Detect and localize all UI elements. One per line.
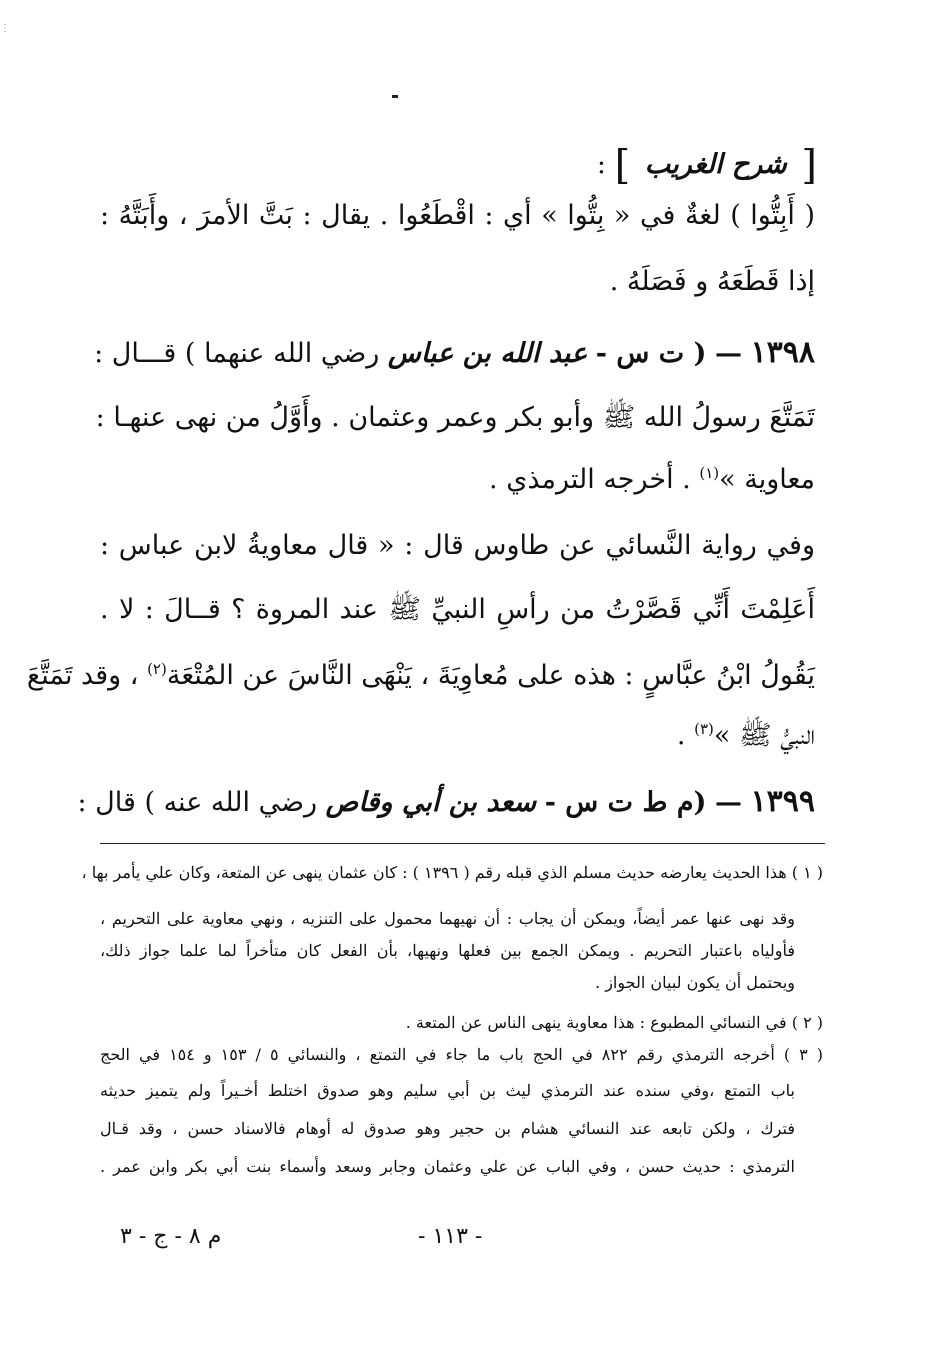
- nasai-line-3: [26, 656, 815, 696]
- gharib-line-1: ( أَبِتُّوا ) لغةٌ في « بِتُّوا » أي : اقْطَعُوا . يقال : بَتَّ الأمرَ ، وأَبَتَّهُ :: [100, 200, 815, 231]
- nasai-line-4-text: النبيُّ ﷺ »: [713, 720, 815, 751]
- hadith-narrator-tail: رضي الله عنهما ) قـــال :: [94, 338, 380, 369]
- footnote-ref-2: (٢): [147, 660, 167, 678]
- hadith-number: ١٣٩٨: [750, 335, 815, 370]
- hadith-narrator: عبد الله بن عباس: [387, 338, 588, 369]
- hadith-narrator: سعد بن أبي وقاص: [325, 787, 537, 818]
- footnote-3-line-4: الترمذي : حديث حسن ، وفي الباب عن علي وعثمان وجابر وسعد وأسماء بنت أبي بكر وابن عمر .: [100, 1157, 796, 1176]
- hadith-sources: ( ت س -: [595, 338, 707, 369]
- footnote-1-line-4: ويحتمل أن يكون لبيان الجواز .: [595, 973, 795, 992]
- heading-close-bracket: ]: [614, 142, 631, 189]
- page-number: - ١١٣ -: [418, 1224, 483, 1249]
- hadith-dash: —: [714, 787, 742, 818]
- footnote-2-line-1: ( ٢ ) في النسائي المطبوع : هذا معاوية ينهى الناس عن المتعة .: [405, 1013, 823, 1032]
- hadith-dash: —: [714, 338, 742, 369]
- footnote-1-line-2: وقد نهى عنها عمر أيضاً، ويمكن أن يجاب : أن نهيهما محمول على التنزيه ، ونهي معاوية على التحريم ،: [100, 909, 795, 928]
- heading-title: شرح الغريب: [644, 149, 787, 180]
- hadith-sources: (م ط ت س -: [544, 787, 707, 818]
- hadith-number: ١٣٩٩: [750, 784, 815, 819]
- nasai-line-4: [100, 716, 815, 756]
- footnote-3-line-2: باب التمتع ،وفي سنده عند الترمذي ليث بن أبي سليم وهو صدوق اختلط أخـيراً ولم يتميز حديثه: [100, 1081, 795, 1100]
- footnote-ref-1: (١): [699, 464, 720, 482]
- gharib-line-2: إذا قَطَعَهُ و فَصَلَهُ .: [609, 266, 815, 297]
- footnote-separator: [100, 843, 825, 844]
- hadith-1398-line-3-text: معاوية »: [719, 464, 815, 495]
- ink-mark: [392, 95, 398, 98]
- heading-colon: :: [596, 149, 606, 180]
- signature-mark: م ٨ - ج - ٣: [120, 1224, 222, 1249]
- footnote-1-line-1: ( ١ ) هذا الحديث يعارضه حديث مسلم الذي قبله رقم ( ١٣٩٦ ) : كان عثمان ينهى عن المتعة، وكان علي يأمر بها ،: [81, 863, 823, 882]
- scan-speck: ⋮: [0, 23, 10, 34]
- footnote-1-line-3: فأولياه باعتبار التحريم . ويمكن الجمع بين فعلها ونهيها، بأن الفعل كان متأخراً لما علما جواز ذلك،: [100, 941, 795, 960]
- hadith-1399-header: [77, 782, 815, 823]
- hadith-1398-header: [94, 333, 815, 374]
- heading-open-bracket: [: [801, 142, 817, 189]
- hadith-1398-line-3: [100, 460, 815, 500]
- nasai-line-4-after: .: [676, 720, 686, 751]
- hadith-1398-line-2: تَمَتَّعَ رسولُ الله ﷺ وأبو بكر وعمر وعثمان . وأَوَّلُ من نهى عنهـا :: [95, 402, 815, 433]
- footnote-3-line-1: ( ٣ ) أخرجه الترمذي رقم ٨٢٢ في الحج باب ما جاء في التمتع ، والنسائي ٥ / ١٥٣ و ١٥٤ في الحج: [100, 1045, 824, 1064]
- footnote-3-line-3: فترك ، ولكن تابعه عند النسائي هشام بن حجير وهو صدوق له أوهام فالاسناد حسن ، وقد قـال: [100, 1119, 795, 1138]
- section-heading: [596, 142, 817, 189]
- nasai-line-3-after: ، وقد تَمَتَّعَ: [26, 660, 139, 691]
- hadith-1398-line-3-after: . أخرجه الترمذي .: [489, 464, 691, 495]
- hadith-narrator-tail: رضي الله عنه ) قال :: [77, 787, 318, 818]
- footnote-ref-3: (٣): [694, 720, 714, 738]
- nasai-line-1: وفي رواية النَّسائي عن طاوس قال : « قال معاويةُ لابن عباس :: [100, 530, 815, 561]
- nasai-line-2: أَعَلِمْتَ أَنِّي قَصَّرْتُ من رأسِ النبيِّ ﷺ عند المروة ؟ قــالَ : لا .: [100, 594, 815, 625]
- nasai-line-3-text: يَقُولُ ابْنُ عبَّاسٍ : هذه على مُعاوِيَةَ ، يَنْهَى النَّاسَ عن المُتْعَة: [166, 660, 815, 691]
